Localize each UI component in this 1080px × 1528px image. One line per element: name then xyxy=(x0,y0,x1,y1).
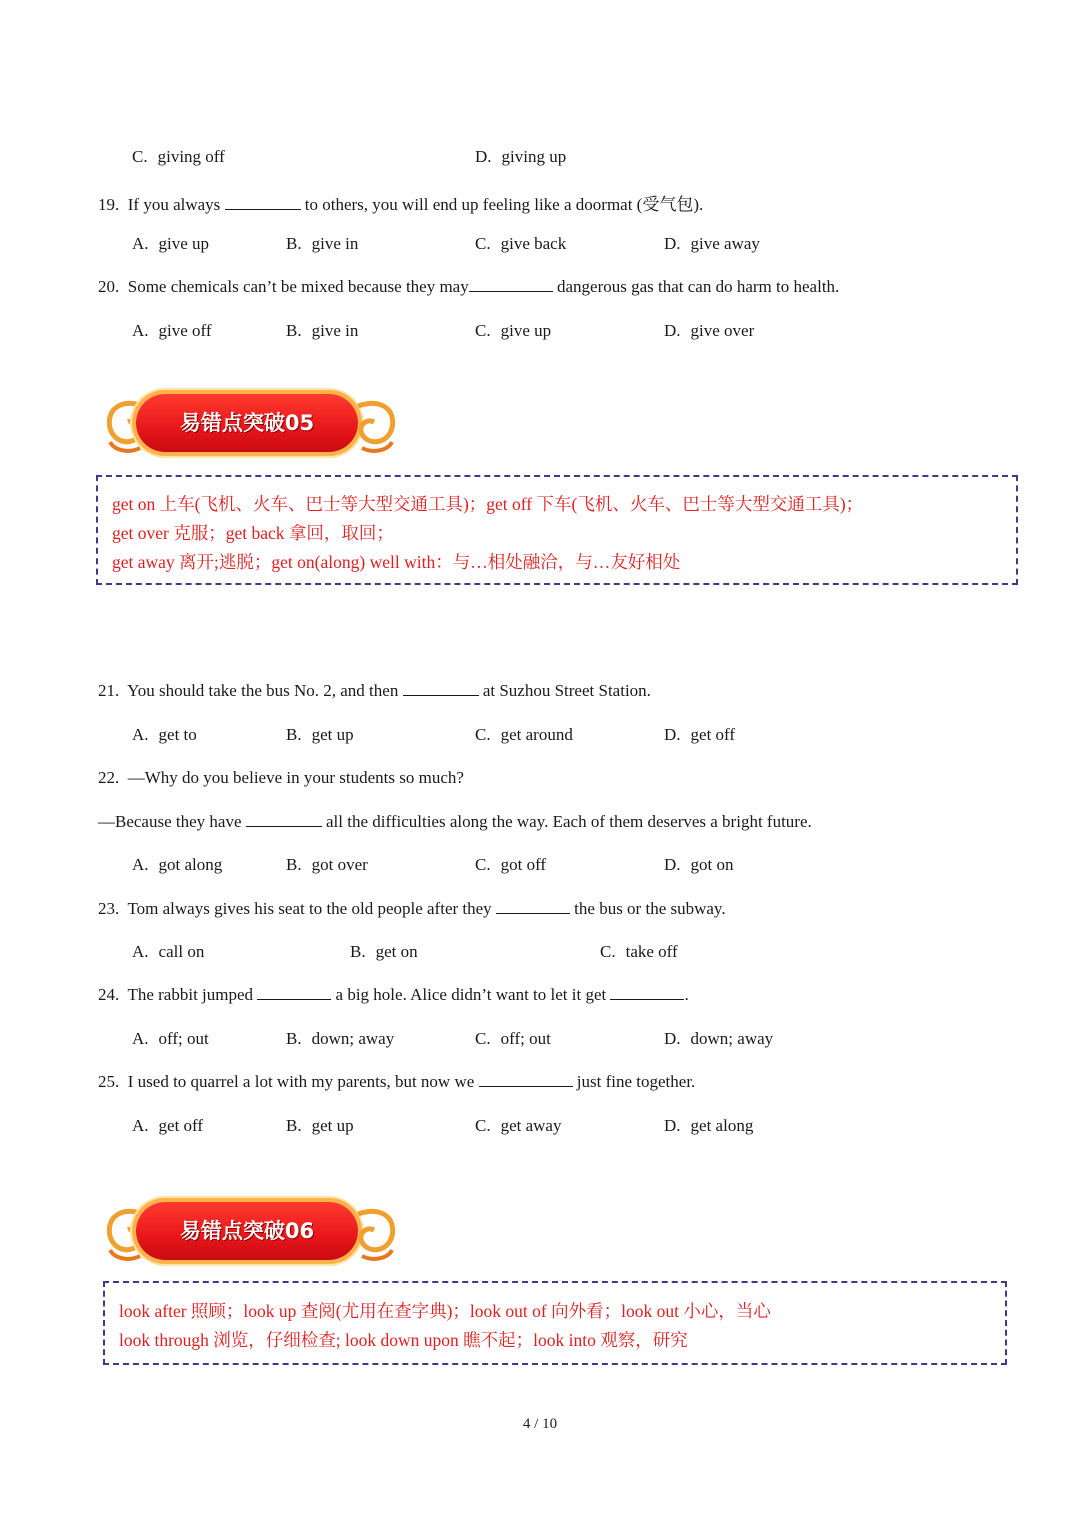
q23-option-b: B. get on xyxy=(350,942,418,961)
question-23: 23. Tom always gives his seat to the old people after they the bus or the subway. xyxy=(98,899,726,918)
q20-option-d: D. give over xyxy=(664,321,755,340)
q20-option-c: C. give up xyxy=(475,321,552,340)
q23-option-c: C. take off xyxy=(600,942,678,961)
page-number: 4 / 10 xyxy=(522,1416,558,1432)
ornament-scroll-right-icon xyxy=(354,388,402,460)
q25-option-d: D. get along xyxy=(664,1116,754,1135)
answer-blank xyxy=(610,985,684,1000)
q20-option-a: A. give off xyxy=(132,321,212,340)
q22-option-a: A. got along xyxy=(132,855,223,874)
q21-option-b: B. get up xyxy=(286,725,354,744)
answer-blank xyxy=(257,985,331,1000)
q19-option-d: D. give away xyxy=(664,234,760,253)
answer-blank xyxy=(496,899,570,914)
question-24: 24. The rabbit jumped a big hole. Alice didn’t want to let it get . xyxy=(98,985,689,1004)
question-21: 21. You should take the bus No. 2, and then at Suzhou Street Station. xyxy=(98,681,651,700)
question-22-answer-line: —Because they have all the difficulties along the way. Each of them deserves a bright future. xyxy=(98,812,812,831)
answer-blank xyxy=(225,195,301,210)
q22-option-d: D. got on xyxy=(664,855,734,874)
q20-option-b: B. give in xyxy=(286,321,359,340)
q18-option-d: D. giving up xyxy=(475,147,567,166)
q21-option-a: A. get to xyxy=(132,725,197,744)
q19-option-a: A. give up xyxy=(132,234,210,253)
tips-line: look after 照顾；look up 查阅(尤用在查字典)；look out of 向外看；look out 小心，当心 xyxy=(119,1301,771,1321)
answer-blank xyxy=(479,1072,573,1087)
q24-option-d: D. down; away xyxy=(664,1029,774,1048)
q19-option-c: C. give back xyxy=(475,234,567,253)
q23-option-a: A. call on xyxy=(132,942,205,961)
question-25: 25. I used to quarrel a lot with my parents, but now we just fine together. xyxy=(98,1072,696,1091)
tips-line: get on 上车(飞机、火车、巴士等大型交通工具)；get off 下车(飞机、火车、巴士等大型交通工具)； xyxy=(112,494,864,514)
section-badge-05 xyxy=(100,388,400,460)
answer-blank xyxy=(403,681,479,696)
q25-option-c: C. get away xyxy=(475,1116,562,1135)
tips-line: get away 离开;逃脱；get on(along) well with：与…相处融洽，与…友好相处 xyxy=(112,552,681,572)
q24-option-a: A. off; out xyxy=(132,1029,209,1048)
section-badge-06 xyxy=(100,1196,400,1268)
badge-label: 易错点突破05 xyxy=(179,411,315,435)
tips-line: look through 浏览，仔细检查; look down upon 瞧不起；look into 观察，研究 xyxy=(119,1330,688,1350)
q21-option-c: C. get around xyxy=(475,725,573,744)
q21-option-d: D. get off xyxy=(664,725,736,744)
q25-option-b: B. get up xyxy=(286,1116,354,1135)
question-19: 19. If you always to others, you will end up feeling like a doormat (受气包). xyxy=(98,195,704,214)
answer-blank xyxy=(246,812,322,827)
q18-option-c: C. giving off xyxy=(132,147,225,166)
badge-label: 易错点突破06 xyxy=(179,1219,315,1243)
q19-option-b: B. give in xyxy=(286,234,359,253)
q22-option-b: B. got over xyxy=(286,855,368,874)
ornament-scroll-right-icon xyxy=(354,1196,402,1268)
tips-line: get over 克服；get back 拿回，取回； xyxy=(112,523,394,543)
question-22: 22. —Why do you believe in your students so much? xyxy=(98,768,464,787)
tips-box-05 xyxy=(96,475,1018,585)
q22-option-c: C. got off xyxy=(475,855,547,874)
q24-option-b: B. down; away xyxy=(286,1029,395,1048)
question-20: 20. Some chemicals can’t be mixed because they may dangerous gas that can do harm to health. xyxy=(98,277,840,296)
tips-box-06 xyxy=(103,1281,1007,1365)
answer-blank xyxy=(469,277,553,292)
q24-option-c: C. off; out xyxy=(475,1029,551,1048)
q25-option-a: A. get off xyxy=(132,1116,204,1135)
